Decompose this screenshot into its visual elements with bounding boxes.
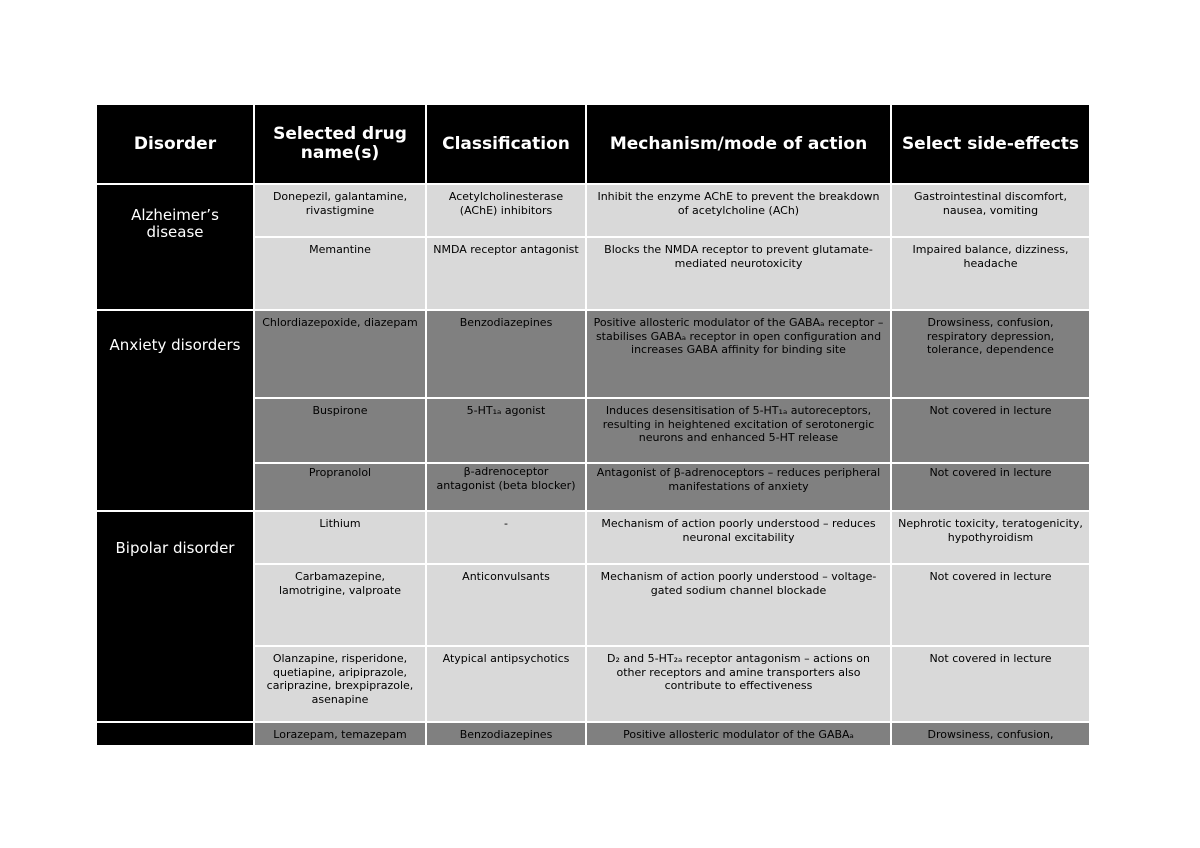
classification-cell: - [426,511,586,564]
mechanism-cell: Mechanism of action poorly understood – reduces neuronal excitability [586,511,891,564]
side-effects-cell: Nephrotic toxicity, teratogenicity, hypothyroidism [891,511,1089,564]
drug-cell: Propranolol [254,463,426,511]
side-effects-cell: Drowsiness, confusion, respiratory depression, tolerance, dependence [891,310,1089,398]
mechanism-cell: D₂ and 5-HT₂ₐ receptor antagonism – actions on other receptors and amine transporters also contribute to effectiveness [586,646,891,722]
drug-cell: Lithium [254,511,426,564]
header-row [96,104,1089,184]
drug-cell: Carbamazepine, lamotrigine, valproate [254,564,426,646]
mechanism-cell: Blocks the NMDA receptor to prevent glutamate-mediated neurotoxicity [586,237,891,310]
classification-cell: Benzodiazepines [426,722,586,745]
classification-cell: Anticonvulsants [426,564,586,646]
classification-cell: Acetylcholinesterase (AChE) inhibitors [426,184,586,237]
table-row [96,722,1089,745]
side-effects-cell: Not covered in lecture [891,646,1089,722]
table-container [95,103,1089,745]
side-effects-cell: Gastrointestinal discomfort, nausea, vomiting [891,184,1089,237]
mechanism-cell: Inhibit the enzyme AChE to prevent the breakdown of acetylcholine (ACh) [586,184,891,237]
drug-cell: Lorazepam, temazepam [254,722,426,745]
mechanism-cell: Antagonist of β-adrenoceptors – reduces peripheral manifestations of anxiety [586,463,891,511]
side-effects-cell: Drowsiness, confusion, [891,722,1089,745]
table-row [96,310,1089,398]
drug-table [95,103,1089,745]
group-alzheimers [96,184,1089,310]
header-side-effects: Select side-effects [891,104,1089,184]
header-drug-names: Selected drug name(s) [254,104,426,184]
disorder-label: Alzheimer’s disease [96,184,254,310]
side-effects-cell: Not covered in lecture [891,463,1089,511]
side-effects-cell: Not covered in lecture [891,398,1089,463]
drug-cell: Buspirone [254,398,426,463]
classification-cell: Atypical antipsychotics [426,646,586,722]
disorder-label: Anxiety disorders [96,310,254,511]
side-effects-cell: Not covered in lecture [891,564,1089,646]
drug-cell: Chlordiazepoxide, diazepam [254,310,426,398]
group-bipolar [96,511,1089,722]
drug-cell: Olanzapine, risperidone, quetiapine, aripiprazole, cariprazine, brexpiprazole, asenapine [254,646,426,722]
header-mechanism: Mechanism/mode of action [586,104,891,184]
table-row [96,511,1089,564]
header-classification: Classification [426,104,586,184]
classification-cell: β-adrenoceptor antagonist (beta blocker) [426,463,586,511]
table-row [96,184,1089,237]
disorder-label [96,722,254,745]
mechanism-cell: Positive allosteric modulator of the GABAₐ receptor – stabilises GABAₐ receptor in open configuration and increases GABA affinity for binding site [586,310,891,398]
classification-cell: 5-HT₁ₐ agonist [426,398,586,463]
group-partial [96,722,1089,745]
mechanism-cell: Induces desensitisation of 5-HT₁ₐ autoreceptors, resulting in heightened excitation of serotonergic neurons and enhanced 5-HT release [586,398,891,463]
disorder-label: Bipolar disorder [96,511,254,722]
header-disorder: Disorder [96,104,254,184]
group-anxiety [96,310,1089,511]
mechanism-cell: Mechanism of action poorly understood – voltage-gated sodium channel blockade [586,564,891,646]
drug-cell: Memantine [254,237,426,310]
classification-cell: Benzodiazepines [426,310,586,398]
classification-cell: NMDA receptor antagonist [426,237,586,310]
side-effects-cell: Impaired balance, dizziness, headache [891,237,1089,310]
mechanism-cell: Positive allosteric modulator of the GABAₐ [586,722,891,745]
drug-cell: Donepezil, galantamine, rivastigmine [254,184,426,237]
